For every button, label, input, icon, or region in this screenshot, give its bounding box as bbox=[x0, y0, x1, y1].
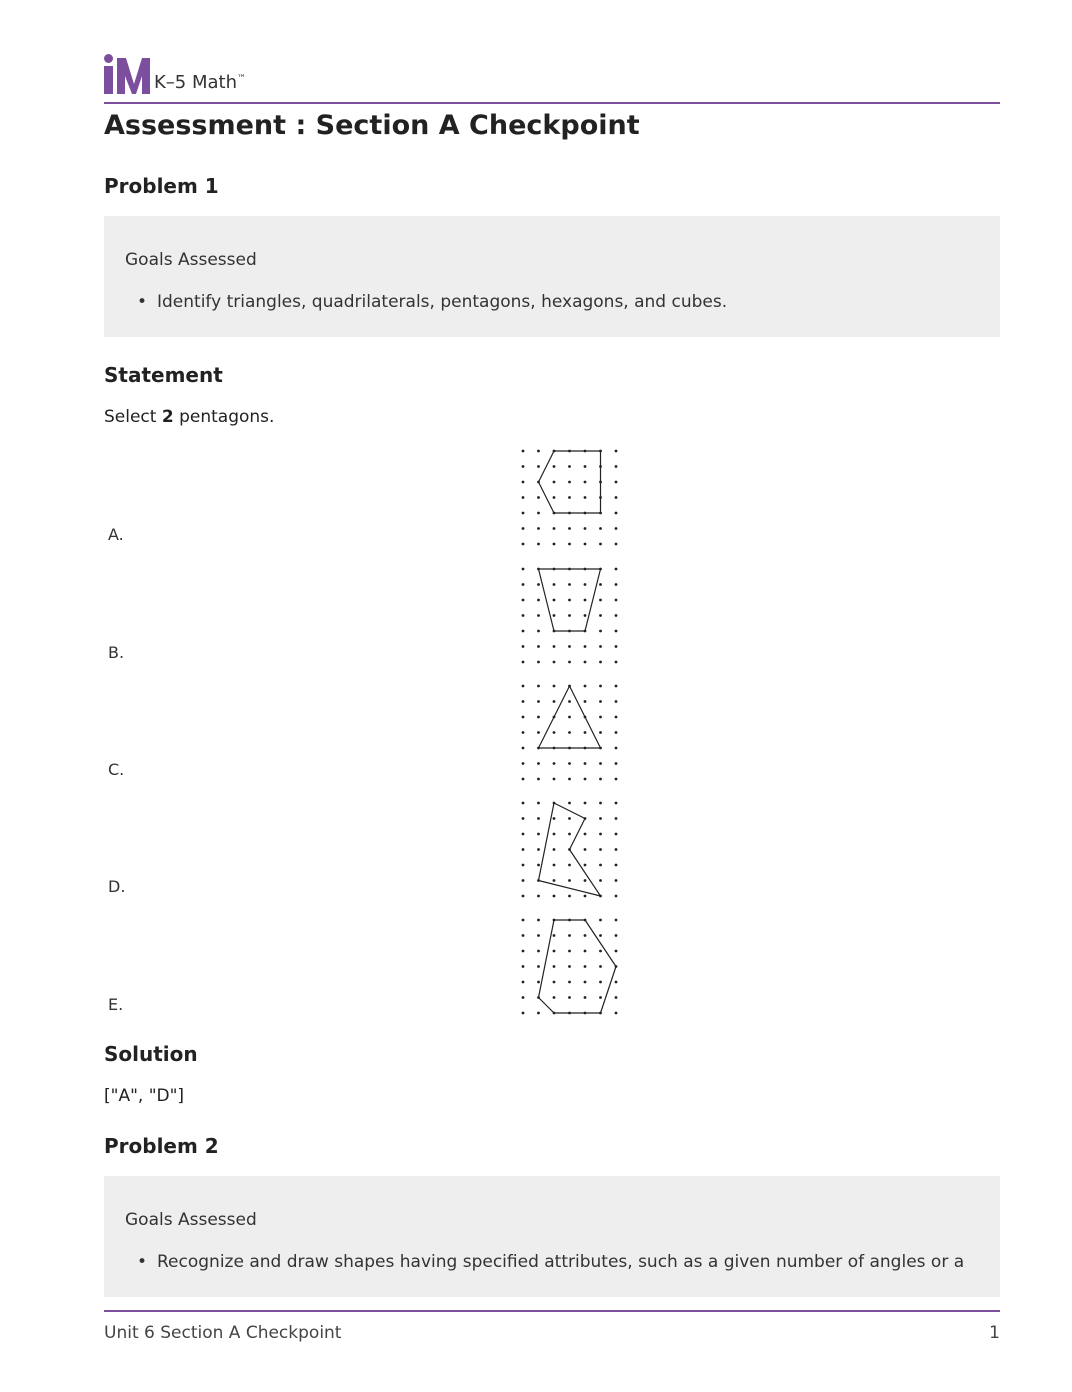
grid-dot bbox=[553, 934, 556, 937]
grid-dot bbox=[599, 802, 602, 805]
grid-dot bbox=[522, 543, 525, 546]
grid-dot bbox=[568, 543, 571, 546]
choice-b-label[interactable]: B. bbox=[108, 643, 125, 662]
grid-dot bbox=[615, 879, 618, 882]
grid-dot bbox=[615, 543, 618, 546]
grid-dot bbox=[537, 802, 540, 805]
choice-e-dot-grid[interactable] bbox=[518, 915, 618, 1015]
grid-dot bbox=[615, 996, 618, 999]
grid-dot bbox=[584, 802, 587, 805]
grid-dot bbox=[568, 802, 571, 805]
grid-dot bbox=[522, 833, 525, 836]
page-header bbox=[104, 52, 1000, 104]
grid-dot bbox=[615, 630, 618, 633]
grid-dot bbox=[615, 527, 618, 530]
grid-dot bbox=[599, 833, 602, 836]
grid-dot bbox=[537, 731, 540, 734]
grid-dot bbox=[584, 465, 587, 468]
shape-outline bbox=[539, 920, 617, 1013]
grid-dot bbox=[522, 934, 525, 937]
grid-dot bbox=[522, 762, 525, 765]
grid-dot bbox=[615, 919, 618, 922]
grid-dot bbox=[584, 981, 587, 984]
grid-dot bbox=[522, 496, 525, 499]
grid-dot bbox=[568, 762, 571, 765]
grid-dot bbox=[522, 450, 525, 453]
grid-dot bbox=[584, 496, 587, 499]
grid-dot bbox=[522, 817, 525, 820]
grid-dot bbox=[537, 512, 540, 515]
grid-dot bbox=[599, 950, 602, 953]
grid-dot bbox=[615, 614, 618, 617]
grid-dot bbox=[599, 731, 602, 734]
goals-title: Goals Assessed bbox=[125, 250, 257, 270]
grid-dot bbox=[568, 599, 571, 602]
choice-a-dot-grid[interactable] bbox=[518, 446, 618, 546]
problem-1-goals-box bbox=[104, 216, 1000, 337]
grid-dot bbox=[522, 747, 525, 750]
grid-dot bbox=[615, 450, 618, 453]
choice-c-dot-grid[interactable] bbox=[518, 681, 618, 781]
grid-dot bbox=[537, 685, 540, 688]
grid-dot bbox=[615, 731, 618, 734]
grid-dot bbox=[553, 864, 556, 867]
grid-dot bbox=[599, 645, 602, 648]
grid-dot bbox=[599, 583, 602, 586]
grid-dot bbox=[522, 630, 525, 633]
grid-dot bbox=[537, 645, 540, 648]
grid-dot bbox=[537, 965, 540, 968]
grid-dot bbox=[522, 465, 525, 468]
grid-dot bbox=[584, 996, 587, 999]
grid-dot bbox=[584, 895, 587, 898]
page-footer bbox=[104, 1310, 1000, 1343]
grid-dot bbox=[584, 848, 587, 851]
choice-b-dot-grid[interactable] bbox=[518, 564, 618, 664]
grid-dot bbox=[599, 599, 602, 602]
grid-dot bbox=[615, 583, 618, 586]
grid-dot bbox=[522, 802, 525, 805]
grid-dot bbox=[537, 496, 540, 499]
grid-dot bbox=[599, 879, 602, 882]
grid-dot bbox=[522, 645, 525, 648]
grid-dot bbox=[553, 833, 556, 836]
grid-dot bbox=[615, 802, 618, 805]
grid-dot bbox=[537, 614, 540, 617]
im-logo-icon bbox=[104, 54, 150, 94]
grid-dot bbox=[568, 833, 571, 836]
grid-dot bbox=[568, 716, 571, 719]
grid-dot bbox=[584, 481, 587, 484]
grid-dot bbox=[599, 527, 602, 530]
grid-dot bbox=[553, 614, 556, 617]
grid-dot bbox=[584, 864, 587, 867]
grid-dot bbox=[522, 950, 525, 953]
grid-dot bbox=[584, 583, 587, 586]
solution-text: ["A", "D"] bbox=[104, 1086, 185, 1106]
grid-dot bbox=[553, 661, 556, 664]
grid-dot bbox=[537, 716, 540, 719]
grid-dot bbox=[537, 1012, 540, 1015]
grid-dot bbox=[568, 496, 571, 499]
grid-dot bbox=[522, 568, 525, 571]
grid-dot bbox=[568, 895, 571, 898]
grid-dot bbox=[522, 583, 525, 586]
page bbox=[104, 0, 1000, 1392]
grid-dot bbox=[522, 685, 525, 688]
grid-dot bbox=[537, 661, 540, 664]
choice-c-label[interactable]: C. bbox=[108, 760, 125, 779]
grid-dot bbox=[553, 700, 556, 703]
grid-dot bbox=[568, 950, 571, 953]
grid-dot bbox=[537, 934, 540, 937]
grid-dot bbox=[615, 778, 618, 781]
grid-dot bbox=[522, 919, 525, 922]
grid-dot bbox=[615, 864, 618, 867]
grid-dot bbox=[615, 950, 618, 953]
grid-dot bbox=[553, 996, 556, 999]
grid-dot bbox=[568, 817, 571, 820]
grid-dot bbox=[599, 543, 602, 546]
grid-dot bbox=[615, 895, 618, 898]
logo-text: K–5 Math™ bbox=[154, 72, 247, 93]
choice-a-label[interactable]: A. bbox=[108, 525, 124, 544]
grid-dot bbox=[599, 716, 602, 719]
choice-e-label[interactable]: E. bbox=[108, 995, 124, 1014]
goals-title: Goals Assessed bbox=[125, 1210, 257, 1230]
grid-dot bbox=[615, 465, 618, 468]
grid-dot bbox=[599, 848, 602, 851]
grid-dot bbox=[568, 934, 571, 937]
grid-dot bbox=[553, 762, 556, 765]
grid-dot bbox=[615, 481, 618, 484]
grid-dot bbox=[522, 996, 525, 999]
grid-dot bbox=[537, 599, 540, 602]
grid-dot bbox=[584, 833, 587, 836]
grid-dot bbox=[599, 864, 602, 867]
grid-dot bbox=[615, 1012, 618, 1015]
grid-dot bbox=[553, 481, 556, 484]
grid-dot bbox=[537, 762, 540, 765]
grid-dot bbox=[584, 934, 587, 937]
grid-dot bbox=[553, 848, 556, 851]
grid-dot bbox=[553, 645, 556, 648]
grid-dot bbox=[537, 630, 540, 633]
grid-dot bbox=[537, 981, 540, 984]
grid-dot bbox=[599, 996, 602, 999]
grid-dot bbox=[568, 864, 571, 867]
grid-dot bbox=[522, 848, 525, 851]
grid-dot bbox=[553, 731, 556, 734]
problem-2-heading: Problem 2 bbox=[104, 1134, 219, 1158]
grid-dot bbox=[522, 716, 525, 719]
grid-dot bbox=[553, 879, 556, 882]
grid-dot bbox=[584, 661, 587, 664]
grid-dot bbox=[599, 630, 602, 633]
footer-title: Unit 6 Section A Checkpoint bbox=[104, 1323, 342, 1343]
grid-dot bbox=[615, 661, 618, 664]
grid-dot bbox=[584, 762, 587, 765]
grid-dot bbox=[599, 981, 602, 984]
grid-dot bbox=[553, 527, 556, 530]
choice-d-dot-grid[interactable] bbox=[518, 798, 618, 898]
grid-dot bbox=[568, 465, 571, 468]
grid-dot bbox=[537, 848, 540, 851]
grid-dot bbox=[584, 614, 587, 617]
grid-dot bbox=[553, 778, 556, 781]
grid-dot bbox=[568, 965, 571, 968]
shape-outline bbox=[539, 803, 601, 896]
grid-dot bbox=[553, 543, 556, 546]
grid-dot bbox=[568, 645, 571, 648]
grid-dot bbox=[537, 833, 540, 836]
grid-dot bbox=[584, 645, 587, 648]
grid-dot bbox=[615, 934, 618, 937]
grid-dot bbox=[599, 778, 602, 781]
grid-dot bbox=[584, 700, 587, 703]
grid-dot bbox=[522, 981, 525, 984]
solution-heading: Solution bbox=[104, 1042, 198, 1066]
grid-dot bbox=[568, 614, 571, 617]
grid-dot bbox=[584, 527, 587, 530]
grid-dot bbox=[553, 965, 556, 968]
grid-dot bbox=[599, 685, 602, 688]
grid-dot bbox=[615, 817, 618, 820]
goals-item: • Identify triangles, quadrilaterals, pentagons, hexagons, and cubes. bbox=[137, 292, 728, 312]
grid-dot bbox=[615, 685, 618, 688]
grid-dot bbox=[537, 450, 540, 453]
choice-d-label[interactable]: D. bbox=[108, 877, 126, 896]
grid-dot bbox=[599, 934, 602, 937]
grid-dot bbox=[537, 950, 540, 953]
grid-dot bbox=[568, 527, 571, 530]
grid-dot bbox=[522, 731, 525, 734]
grid-dot bbox=[615, 568, 618, 571]
goals-item: • Recognize and draw shapes having specified attributes, such as a given number of angles or a bbox=[137, 1252, 965, 1272]
grid-dot bbox=[615, 645, 618, 648]
grid-dot bbox=[568, 996, 571, 999]
statement-heading: Statement bbox=[104, 363, 223, 387]
grid-dot bbox=[599, 700, 602, 703]
grid-dot bbox=[522, 864, 525, 867]
grid-dot bbox=[522, 700, 525, 703]
grid-dot bbox=[615, 496, 618, 499]
grid-dot bbox=[615, 981, 618, 984]
grid-dot bbox=[537, 864, 540, 867]
grid-dot bbox=[553, 583, 556, 586]
page-title: Assessment : Section A Checkpoint bbox=[104, 110, 640, 141]
grid-dot bbox=[537, 700, 540, 703]
grid-dot bbox=[584, 685, 587, 688]
grid-dot bbox=[522, 527, 525, 530]
grid-dot bbox=[522, 879, 525, 882]
grid-dot bbox=[568, 481, 571, 484]
grid-dot bbox=[568, 700, 571, 703]
grid-dot bbox=[615, 512, 618, 515]
grid-dot bbox=[584, 543, 587, 546]
grid-dot bbox=[615, 716, 618, 719]
grid-dot bbox=[568, 879, 571, 882]
grid-dot bbox=[615, 848, 618, 851]
grid-dot bbox=[522, 778, 525, 781]
grid-dot bbox=[522, 481, 525, 484]
bullet: • bbox=[137, 1252, 148, 1272]
grid-dot bbox=[537, 817, 540, 820]
grid-dot bbox=[615, 747, 618, 750]
grid-dot bbox=[537, 919, 540, 922]
grid-dot bbox=[584, 965, 587, 968]
grid-dot bbox=[553, 685, 556, 688]
grid-dot bbox=[599, 614, 602, 617]
grid-dot bbox=[584, 731, 587, 734]
grid-dot bbox=[553, 465, 556, 468]
grid-dot bbox=[553, 817, 556, 820]
grid-dot bbox=[537, 583, 540, 586]
grid-dot bbox=[615, 700, 618, 703]
grid-dot bbox=[615, 762, 618, 765]
grid-dot bbox=[522, 614, 525, 617]
grid-dot bbox=[537, 895, 540, 898]
grid-dot bbox=[568, 981, 571, 984]
grid-dot bbox=[584, 599, 587, 602]
grid-dot bbox=[568, 661, 571, 664]
grid-dot bbox=[599, 817, 602, 820]
statement-text: Select 2 pentagons. bbox=[104, 407, 275, 427]
grid-dot bbox=[599, 661, 602, 664]
grid-dot bbox=[522, 965, 525, 968]
grid-dot bbox=[568, 731, 571, 734]
grid-dot bbox=[599, 965, 602, 968]
grid-dot bbox=[568, 583, 571, 586]
grid-dot bbox=[568, 778, 571, 781]
grid-dot bbox=[522, 1012, 525, 1015]
grid-dot bbox=[615, 599, 618, 602]
grid-dot bbox=[522, 599, 525, 602]
grid-dot bbox=[584, 950, 587, 953]
grid-dot bbox=[599, 919, 602, 922]
bullet: • bbox=[137, 292, 148, 312]
grid-dot bbox=[537, 778, 540, 781]
grid-dot bbox=[553, 599, 556, 602]
grid-dot bbox=[553, 950, 556, 953]
problem-2-goals-box bbox=[104, 1176, 1000, 1297]
grid-dot bbox=[553, 981, 556, 984]
grid-dot bbox=[599, 762, 602, 765]
grid-dot bbox=[522, 895, 525, 898]
grid-dot bbox=[615, 833, 618, 836]
problem-1-heading: Problem 1 bbox=[104, 174, 219, 198]
grid-dot bbox=[553, 895, 556, 898]
grid-dot bbox=[537, 465, 540, 468]
grid-dot bbox=[553, 496, 556, 499]
grid-dot bbox=[522, 512, 525, 515]
grid-dot bbox=[584, 879, 587, 882]
grid-dot bbox=[537, 543, 540, 546]
grid-dot bbox=[584, 778, 587, 781]
grid-dot bbox=[522, 661, 525, 664]
grid-dot bbox=[537, 527, 540, 530]
page-number: 1 bbox=[989, 1323, 1000, 1343]
